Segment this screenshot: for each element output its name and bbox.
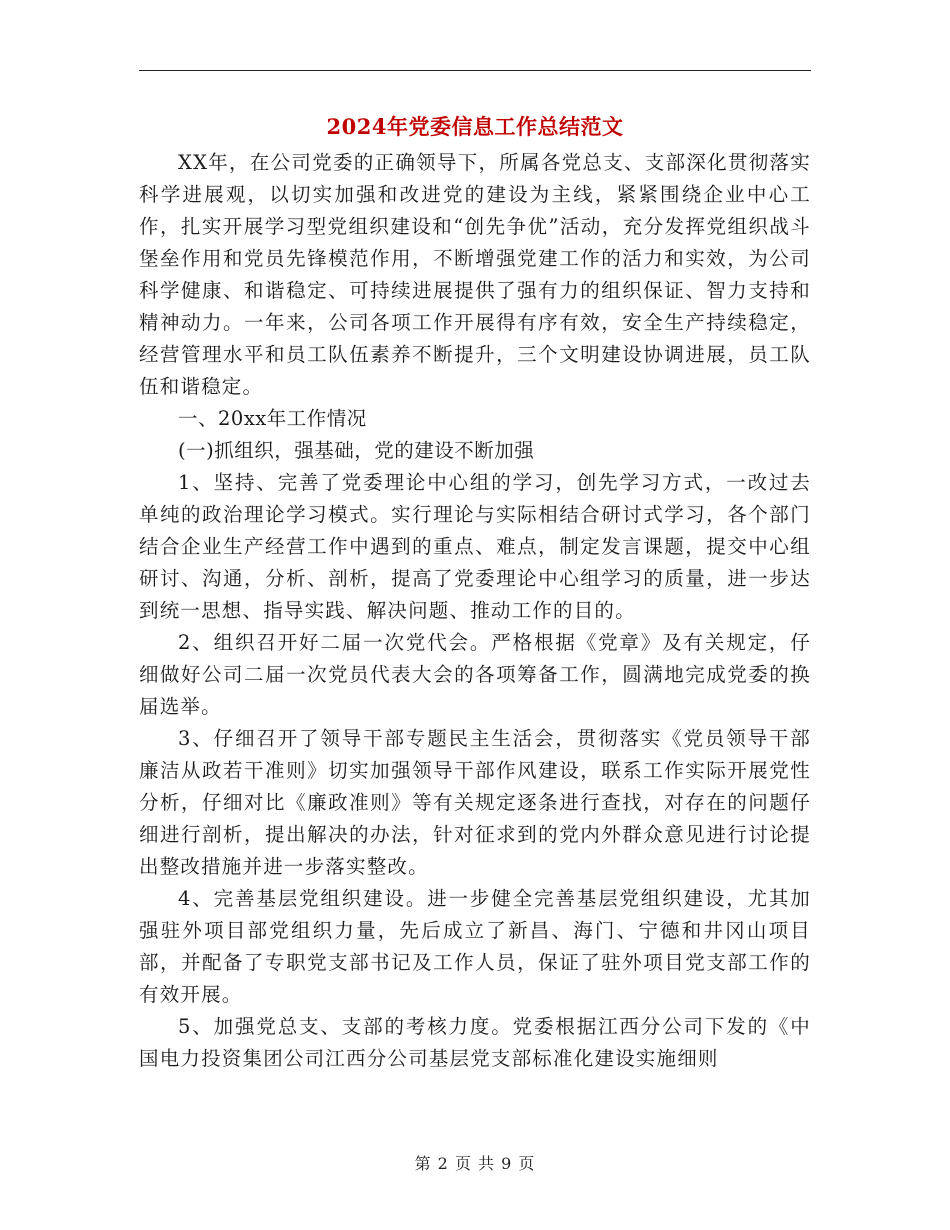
document-body (139, 147, 811, 1075)
header-rule (139, 70, 811, 71)
paragraph-intro: XX年，在公司党委的正确领导下，所属各党总支、支部深化贯彻落实科学进展观，以切实加强和改进党的建设为主线，紧紧围绕企业中心工作，扎实开展学习型党组织建设和“创先争优”活动，充分发挥党组织战斗堡垒作用和党员先锋模范作用，不断增强党建工作的活力和实效，为公司科学健康、和谐稳定、可持续进展提供了强有力的组织保证、智力支持和精神动力。一年来，公司各项工作开展得有序有效，安全生产持续稳定，经营管理水平和员工队伍素养不断提升，三个文明建设协调进展，员工队伍和谐稳定。 (139, 151, 811, 398)
document-title: 2024年党委信息工作总结范文 (326, 114, 624, 139)
subsection-heading: (一)抓组织，强基础，党的建设不断加强 (178, 439, 535, 462)
paragraph-item-5: 5、加强党总支、支部的考核力度。党委根据江西分公司下发的《中国电力投资集团公司江西分公司基层党支部标准化建设实施细则 (139, 1015, 811, 1070)
page-number: 第 2 页 共 9 页 (414, 1154, 536, 1173)
paragraph-item-3: 3、仔细召开了领导干部专题民主生活会，贯彻落实《党员领导干部廉洁从政若干准则》切实加强领导干部作风建设，联系工作实际开展党性分析，仔细对比《廉政准则》等有关规定逐条进行查找，对存在的问题仔细进行剖析，提出解决的办法，针对征求到的党内外群众意见进行讨论提出整改措施并进一步落实整改。 (139, 727, 811, 878)
paragraph-item-2: 2、组织召开好二届一次党代会。严格根据《党章》及有关规定，仔细做好公司二届一次党员代表大会的各项筹备工作，圆满地完成党委的换届选举。 (139, 631, 811, 718)
paragraph-item-4: 4、完善基层党组织建设。进一步健全完善基层党组织建设，尤其加强驻外项目部党组织力量，先后成立了新昌、海门、宁德和井冈山项目部，并配备了专职党支部书记及工作人员，保证了驻外项目党支部工作的有效开展。 (139, 887, 811, 1006)
section-heading: 一、20xx年工作情况 (178, 407, 367, 430)
paragraph-item-1: 1、坚持、完善了党委理论中心组的学习，创先学习方式，一改过去单纯的政治理论学习模式。实行理论与实际相结合研讨式学习，各个部门结合企业生产经营工作中遇到的重点、难点，制定发言课题，提交中心组研讨、沟通，分析、剖析，提高了党委理论中心组学习的质量，进一步达到统一思想、指导实践、解决问题、推动工作的目的。 (139, 471, 811, 622)
